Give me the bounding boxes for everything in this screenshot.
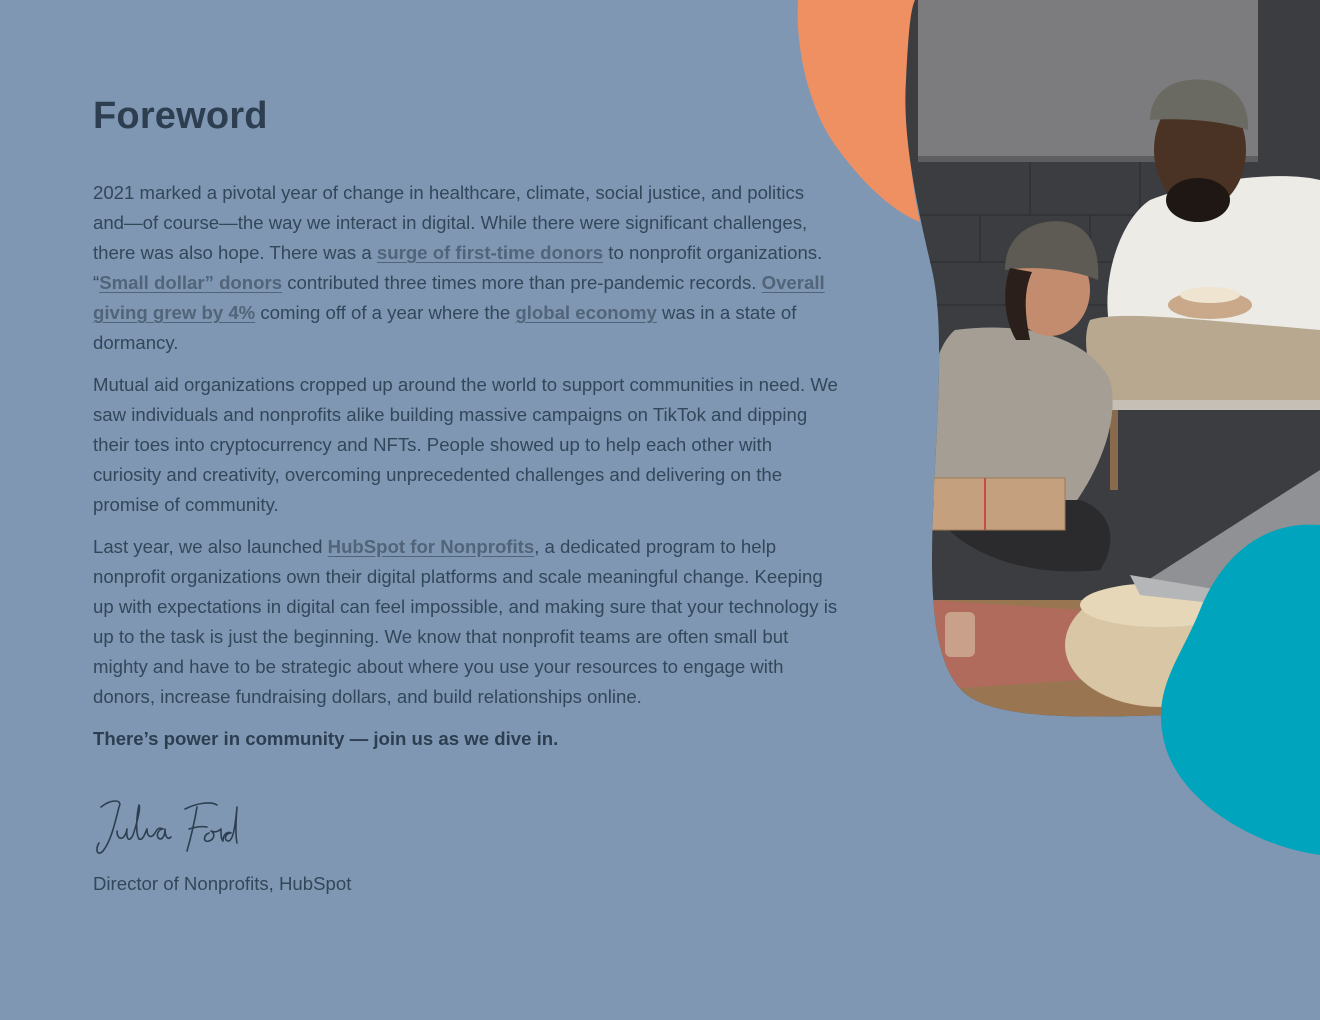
intro-text-5: was in a state of dormancy. — [93, 302, 797, 353]
page-title: Foreword — [93, 95, 268, 137]
intro-text-4: coming off of a year where the — [255, 302, 516, 323]
closing-statement: There’s power in community — join us as we dive in. — [93, 728, 559, 749]
hero-artwork — [780, 0, 1320, 900]
intro-text-1: 2021 marked a pivotal year of change in healthcare, climate, social justice, and politics and—of course—the way we interact in digital. While there were significant challenges, there was also hope. There was a — [93, 182, 808, 263]
intro-text-3: contributed three times more than pre-pandemic records. — [282, 272, 762, 293]
surge-of-donors-link[interactable]: surge of first-time donors — [376, 242, 604, 263]
mutual-aid-paragraph: Mutual aid organizations cropped up around the world to support communities in need. We saw individuals and nonprofits alike building massive campaigns on TikTok and dipping their toes into cryptocurrency and NFTs. People showed up to help each other with curiosity and creativity, overcoming unprecedented challenges and delivering on the promise of community. — [93, 374, 838, 515]
intro-paragraph — [93, 178, 838, 358]
launch-text-2: , a dedicated program to help nonprofit organizations own their digital platforms and scale meaningful change. Keeping up with expectations in digital can feel impossible, and making sure that your technology is up to the task is just the beginning. We know that nonprofit teams are often small but mighty and have to be strategic about where you use your resources to engage with donors, increase fundraising dollars, and build relationships online. — [93, 536, 838, 707]
foreword-section — [93, 95, 838, 916]
launch-paragraph — [93, 532, 838, 712]
signatory-title: Director of Nonprofits, HubSpot — [93, 872, 352, 894]
hubspot-for-nonprofits-link[interactable]: HubSpot for Nonprofits — [327, 536, 535, 557]
global-economy-link[interactable]: global economy — [515, 302, 657, 323]
small-dollar-donors-link[interactable]: Small dollar” donors — [99, 272, 283, 293]
signature — [93, 793, 253, 863]
overall-giving-link[interactable]: Overall giving grew by 4% — [93, 272, 825, 323]
launch-text-1: Last year, we also launched — [93, 536, 328, 557]
signature-text — [253, 773, 254, 774]
intro-text-2: to nonprofit organizations. “ — [93, 242, 823, 293]
